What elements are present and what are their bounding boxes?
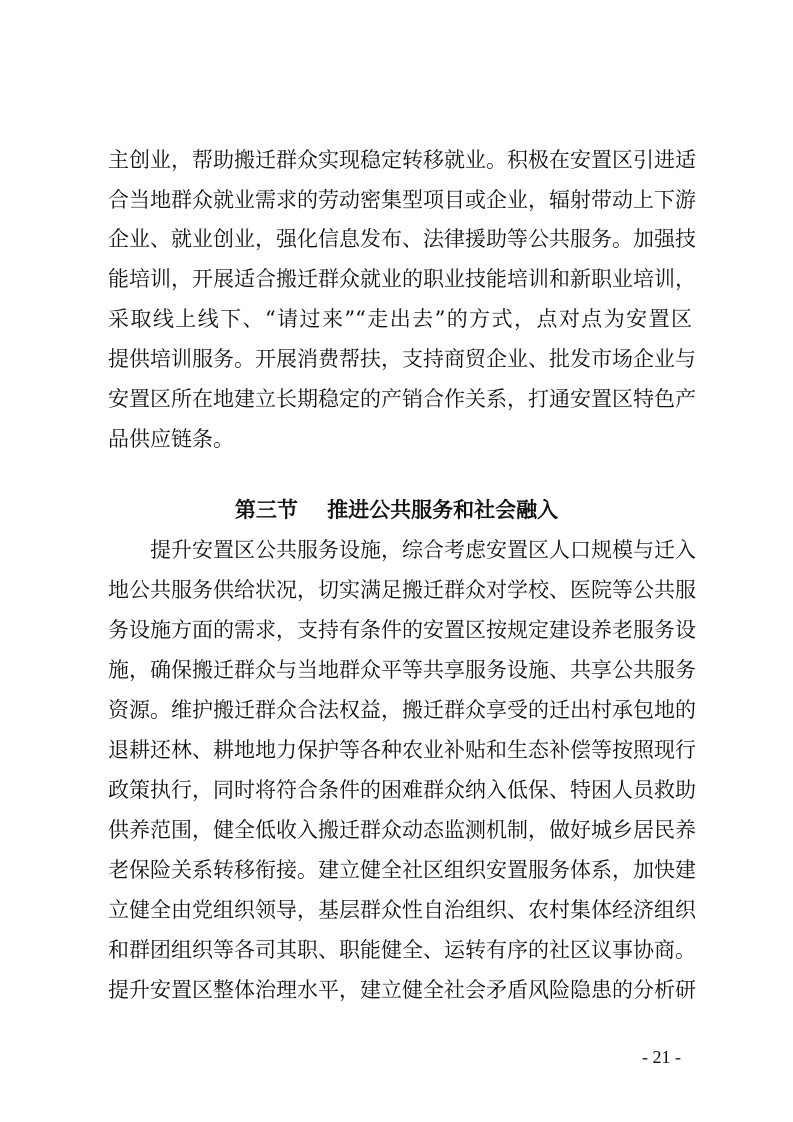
page-number: - 21 -: [642, 1047, 681, 1067]
text-line: 主创业，帮助搬迁群众实现稳定转移就业。积极在安置区引进适: [108, 148, 696, 172]
text-line: 提供培训服务。开展消费帮扶，支持商贸企业、批发市场企业与: [108, 347, 696, 371]
text-line: 资源。维护搬迁群众合法权益，搬迁群众享受的迁出村承包地的: [108, 698, 696, 722]
text-line: 立健全由党组织领导，基层群众性自治组织、农村集体经济组织: [108, 898, 696, 922]
text-line: 能培训，开展适合搬迁群众就业的职业技能培训和新职业培训，: [108, 267, 696, 291]
text-line: 合当地群众就业需求的劳动密集型项目或企业，辐射带动上下游: [108, 188, 696, 212]
text-line: 退耕还林、耕地地力保护等各种农业补贴和生态补偿等按照现行: [108, 738, 696, 762]
text-line: 和群团组织等各司其职、职能健全、运转有序的社区议事协商。: [108, 938, 696, 962]
text-line: 老保险关系转移衔接。建立健全社区组织安置服务体系，加快建: [108, 858, 696, 882]
text-line: 提升安置区整体治理水平，建立健全社会矛盾风险隐患的分析研: [108, 978, 696, 1002]
text-line: 采取线上线下、“请过来”“走出去”的方式，点对点为安置区: [108, 307, 692, 331]
text-line: 品供应链条。: [108, 427, 234, 451]
text-line: 供养范围，健全低收入搬迁群众动态监测机制，做好城乡居民养: [108, 818, 696, 842]
text-line: 地公共服务供给状况，切实满足搬迁群众对学校、医院等公共服: [108, 578, 696, 602]
text-line: 施，确保搬迁群众与当地群众平等共享服务设施、共享公共服务: [108, 658, 696, 682]
text-line: 政策执行，同时将符合条件的困难群众纳入低保、特困人员救助: [108, 778, 696, 802]
section-heading: 第三节 推进公共服务和社会融入: [234, 498, 559, 522]
text-line: 提升安置区公共服务设施，综合考虑安置区人口规模与迁入: [150, 538, 696, 562]
text-line: 企业、就业创业，强化信息发布、法律援助等公共服务。加强技: [108, 227, 696, 251]
text-line: 安置区所在地建立长期稳定的产销合作关系，打通安置区特色产: [108, 387, 696, 411]
text-line: 务设施方面的需求，支持有条件的安置区按规定建设养老服务设: [108, 618, 696, 642]
